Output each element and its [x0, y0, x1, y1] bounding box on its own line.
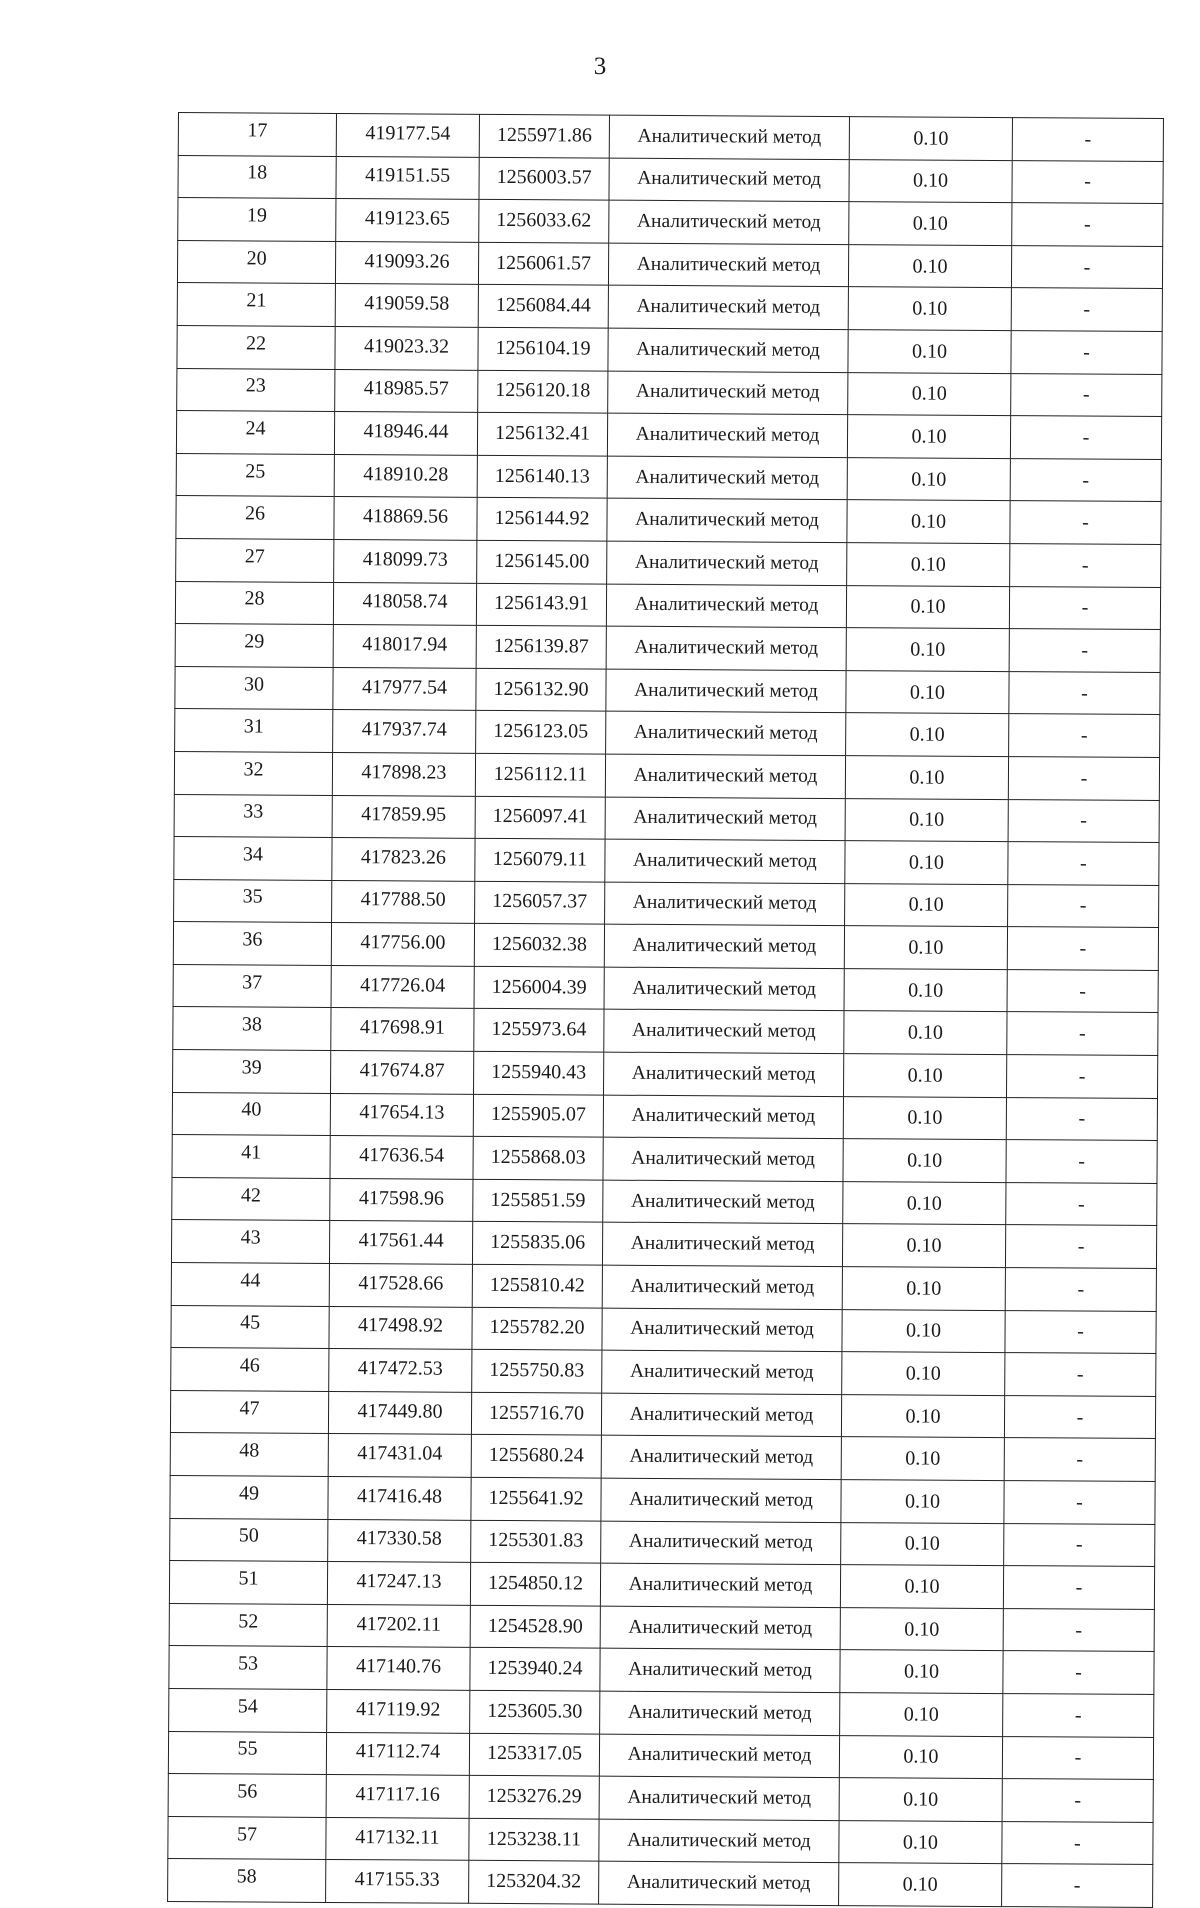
- coordinates-table: [167, 112, 1164, 1908]
- note-cell: -: [1011, 245, 1162, 289]
- method-cell: Аналитический метод: [601, 1436, 841, 1480]
- y-coordinate-cell: 1256104.19: [478, 327, 608, 370]
- point-number-cell: 38: [173, 1007, 331, 1051]
- note-cell: -: [1007, 927, 1158, 971]
- table-row: [178, 155, 1163, 204]
- point-number-cell: 43: [171, 1220, 329, 1264]
- note-cell: -: [1003, 1566, 1154, 1610]
- x-coordinate-cell: 418058.74: [333, 582, 476, 625]
- x-coordinate-cell: 417726.04: [331, 965, 474, 1008]
- accuracy-cell: 0.10: [848, 372, 1011, 416]
- table-row: [177, 283, 1162, 332]
- point-number-cell: 39: [173, 1050, 331, 1094]
- y-coordinate-cell: 1256079.11: [475, 838, 605, 881]
- x-coordinate-cell: 418985.57: [335, 369, 478, 412]
- point-number-cell: 50: [170, 1518, 328, 1562]
- x-coordinate-cell: 417449.80: [328, 1391, 471, 1434]
- note-cell: -: [1008, 842, 1159, 886]
- x-coordinate-cell: 417561.44: [329, 1221, 472, 1264]
- y-coordinate-cell: 1253238.11: [469, 1818, 599, 1861]
- accuracy-cell: 0.10: [847, 415, 1010, 459]
- table-row: [176, 538, 1161, 587]
- y-coordinate-cell: 1255971.86: [479, 114, 609, 157]
- note-cell: -: [1010, 458, 1161, 502]
- y-coordinate-cell: 1255905.07: [473, 1094, 603, 1137]
- note-cell: -: [1008, 884, 1159, 928]
- method-cell: Аналитический метод: [600, 1691, 840, 1735]
- y-coordinate-cell: 1256120.18: [478, 370, 608, 413]
- accuracy-cell: 0.10: [847, 500, 1010, 544]
- accuracy-cell: 0.10: [841, 1480, 1004, 1524]
- table-row: [168, 1859, 1153, 1908]
- accuracy-cell: 0.10: [845, 755, 1008, 799]
- method-cell: Аналитический метод: [604, 1052, 844, 1096]
- table-row: [170, 1475, 1155, 1524]
- x-coordinate-cell: 417140.76: [327, 1647, 470, 1690]
- method-cell: Аналитический метод: [603, 1180, 843, 1224]
- table-row: [177, 325, 1162, 374]
- accuracy-cell: 0.10: [842, 1267, 1005, 1311]
- point-number-cell: 17: [178, 113, 336, 157]
- point-number-cell: 24: [176, 411, 334, 455]
- y-coordinate-cell: 1256084.44: [478, 285, 608, 328]
- x-coordinate-cell: 417654.13: [330, 1093, 473, 1136]
- y-coordinate-cell: 1256139.87: [476, 625, 606, 668]
- accuracy-cell: 0.10: [845, 798, 1008, 842]
- point-number-cell: 22: [177, 325, 335, 369]
- table-row: [174, 794, 1159, 843]
- point-number-cell: 58: [168, 1859, 326, 1903]
- point-number-cell: 41: [172, 1135, 330, 1179]
- x-coordinate-cell: 417898.23: [332, 752, 475, 795]
- accuracy-cell: 0.10: [843, 1181, 1006, 1225]
- accuracy-cell: 0.10: [848, 330, 1011, 374]
- y-coordinate-cell: 1256061.57: [478, 242, 608, 285]
- point-number-cell: 49: [170, 1475, 328, 1519]
- method-cell: Аналитический метод: [607, 413, 847, 457]
- x-coordinate-cell: 417823.26: [332, 838, 475, 881]
- accuracy-cell: 0.10: [840, 1693, 1003, 1737]
- y-coordinate-cell: 1256033.62: [479, 200, 609, 243]
- accuracy-cell: 0.10: [849, 117, 1012, 161]
- method-cell: Аналитический метод: [605, 882, 845, 926]
- method-cell: Аналитический метод: [599, 1819, 839, 1863]
- x-coordinate-cell: 417598.96: [330, 1178, 473, 1221]
- y-coordinate-cell: 1255680.24: [471, 1435, 601, 1478]
- y-coordinate-cell: 1253605.30: [470, 1690, 600, 1733]
- method-cell: Аналитический метод: [605, 797, 845, 841]
- method-cell: Аналитический метод: [608, 328, 848, 372]
- accuracy-cell: 0.10: [839, 1863, 1002, 1907]
- y-coordinate-cell: 1255782.20: [472, 1307, 602, 1350]
- accuracy-cell: 0.10: [846, 585, 1009, 629]
- table-row: [173, 1007, 1158, 1056]
- accuracy-cell: 0.10: [849, 159, 1012, 203]
- y-coordinate-cell: 1255301.83: [471, 1520, 601, 1563]
- x-coordinate-cell: 417119.92: [327, 1689, 470, 1732]
- accuracy-cell: 0.10: [841, 1437, 1004, 1481]
- y-coordinate-cell: 1253204.32: [469, 1861, 599, 1904]
- x-coordinate-cell: 417498.92: [329, 1306, 472, 1349]
- x-coordinate-cell: 418869.56: [334, 497, 477, 540]
- x-coordinate-cell: 417977.54: [333, 667, 476, 710]
- table-row: [169, 1603, 1154, 1652]
- x-coordinate-cell: 419059.58: [335, 284, 478, 327]
- y-coordinate-cell: 1255716.70: [471, 1392, 601, 1435]
- accuracy-cell: 0.10: [846, 628, 1009, 672]
- x-coordinate-cell: 419123.65: [336, 199, 479, 242]
- table-row: [178, 113, 1163, 162]
- method-cell: Аналитический метод: [606, 584, 846, 628]
- method-cell: Аналитический метод: [599, 1861, 839, 1905]
- point-number-cell: 18: [178, 155, 336, 199]
- point-number-cell: 52: [169, 1603, 327, 1647]
- table-row: [170, 1433, 1155, 1482]
- x-coordinate-cell: 418099.73: [334, 539, 477, 582]
- method-cell: Аналитический метод: [602, 1265, 842, 1309]
- note-cell: -: [1008, 799, 1159, 843]
- table-row: [168, 1731, 1153, 1780]
- table-row: [177, 240, 1162, 289]
- accuracy-cell: 0.10: [849, 202, 1012, 246]
- table-row: [177, 368, 1162, 417]
- x-coordinate-cell: 417674.87: [331, 1051, 474, 1094]
- x-coordinate-cell: 417788.50: [332, 880, 475, 923]
- accuracy-cell: 0.10: [843, 1139, 1006, 1183]
- table-row: [173, 922, 1158, 971]
- table-row: [172, 1135, 1157, 1184]
- method-cell: Аналитический метод: [600, 1606, 840, 1650]
- accuracy-cell: 0.10: [839, 1735, 1002, 1779]
- table-row: [174, 751, 1159, 800]
- table-row: [169, 1688, 1154, 1737]
- point-number-cell: 55: [168, 1731, 326, 1775]
- note-cell: -: [1012, 118, 1163, 162]
- note-cell: -: [1004, 1523, 1155, 1567]
- point-number-cell: 56: [168, 1774, 326, 1818]
- point-number-cell: 32: [174, 751, 332, 795]
- y-coordinate-cell: 1256032.38: [474, 924, 604, 967]
- point-number-cell: 42: [172, 1177, 330, 1221]
- note-cell: -: [1005, 1353, 1156, 1397]
- accuracy-cell: 0.10: [842, 1224, 1005, 1268]
- x-coordinate-cell: 419151.55: [336, 156, 479, 199]
- y-coordinate-cell: 1255641.92: [471, 1477, 601, 1520]
- point-number-cell: 36: [173, 922, 331, 966]
- y-coordinate-cell: 1256144.92: [477, 498, 607, 541]
- note-cell: -: [1003, 1694, 1154, 1738]
- y-coordinate-cell: 1256112.11: [475, 753, 605, 796]
- note-cell: -: [1006, 1055, 1157, 1099]
- table-body: [168, 113, 1164, 1908]
- note-cell: -: [1002, 1864, 1153, 1908]
- y-coordinate-cell: 1256057.37: [475, 881, 605, 924]
- x-coordinate-cell: 417112.74: [326, 1732, 469, 1775]
- accuracy-cell: 0.10: [842, 1309, 1005, 1353]
- y-coordinate-cell: 1256003.57: [479, 157, 609, 200]
- accuracy-cell: 0.10: [845, 883, 1008, 927]
- accuracy-cell: 0.10: [844, 1011, 1007, 1055]
- y-coordinate-cell: 1256132.90: [476, 668, 606, 711]
- table-row: [171, 1305, 1156, 1354]
- point-number-cell: 31: [175, 709, 333, 753]
- accuracy-cell: 0.10: [842, 1352, 1005, 1396]
- point-number-cell: 45: [171, 1305, 329, 1349]
- x-coordinate-cell: 419177.54: [336, 113, 479, 156]
- y-coordinate-cell: 1255868.03: [473, 1137, 603, 1180]
- note-cell: -: [1006, 1182, 1157, 1226]
- note-cell: -: [1003, 1651, 1154, 1695]
- x-coordinate-cell: 417859.95: [332, 795, 475, 838]
- y-coordinate-cell: 1256004.39: [474, 966, 604, 1009]
- point-number-cell: 30: [175, 666, 333, 710]
- point-number-cell: 28: [175, 581, 333, 625]
- x-coordinate-cell: 419093.26: [335, 241, 478, 284]
- note-cell: -: [1009, 714, 1160, 758]
- method-cell: Аналитический метод: [606, 711, 846, 755]
- point-number-cell: 25: [176, 453, 334, 497]
- point-number-cell: 37: [173, 964, 331, 1008]
- method-cell: Аналитический метод: [608, 371, 848, 415]
- note-cell: -: [1012, 203, 1163, 247]
- method-cell: Аналитический метод: [608, 286, 848, 330]
- table-row: [169, 1646, 1154, 1695]
- note-cell: -: [1005, 1225, 1156, 1269]
- method-cell: Аналитический метод: [607, 498, 847, 542]
- accuracy-cell: 0.10: [844, 968, 1007, 1012]
- accuracy-cell: 0.10: [844, 926, 1007, 970]
- table-row: [178, 198, 1163, 247]
- note-cell: -: [1008, 756, 1159, 800]
- table-row: [176, 453, 1161, 502]
- point-number-cell: 29: [175, 624, 333, 668]
- method-cell: Аналитический метод: [608, 243, 848, 287]
- table-row: [168, 1774, 1153, 1823]
- accuracy-cell: 0.10: [841, 1522, 1004, 1566]
- method-cell: Аналитический метод: [603, 1095, 843, 1139]
- note-cell: -: [1002, 1779, 1153, 1823]
- point-number-cell: 19: [178, 198, 336, 242]
- x-coordinate-cell: 417472.53: [329, 1349, 472, 1392]
- point-number-cell: 35: [174, 879, 332, 923]
- method-cell: Аналитический метод: [609, 115, 849, 159]
- x-coordinate-cell: 417330.58: [328, 1519, 471, 1562]
- note-cell: -: [1005, 1310, 1156, 1354]
- table-row: [174, 879, 1159, 928]
- x-coordinate-cell: 417155.33: [326, 1860, 469, 1903]
- table-row: [171, 1220, 1156, 1269]
- point-number-cell: 20: [177, 240, 335, 284]
- x-coordinate-cell: 418946.44: [334, 412, 477, 455]
- table-row: [169, 1561, 1154, 1610]
- method-cell: Аналитический метод: [601, 1478, 841, 1522]
- note-cell: -: [1012, 160, 1163, 204]
- note-cell: -: [1009, 586, 1160, 630]
- note-cell: -: [1010, 501, 1161, 545]
- x-coordinate-cell: 417247.13: [327, 1562, 470, 1605]
- method-cell: Аналитический метод: [604, 967, 844, 1011]
- x-coordinate-cell: 418910.28: [334, 454, 477, 497]
- point-number-cell: 23: [177, 368, 335, 412]
- table-row: [170, 1390, 1155, 1439]
- method-cell: Аналитический метод: [603, 1137, 843, 1181]
- accuracy-cell: 0.10: [847, 457, 1010, 501]
- note-cell: -: [1007, 969, 1158, 1013]
- y-coordinate-cell: 1253317.05: [469, 1733, 599, 1776]
- x-coordinate-cell: 417756.00: [331, 923, 474, 966]
- method-cell: Аналитический метод: [599, 1776, 839, 1820]
- x-coordinate-cell: 417416.48: [328, 1476, 471, 1519]
- y-coordinate-cell: 1254528.90: [470, 1605, 600, 1648]
- method-cell: Аналитический метод: [602, 1223, 842, 1267]
- method-cell: Аналитический метод: [600, 1648, 840, 1692]
- note-cell: -: [1004, 1395, 1155, 1439]
- note-cell: -: [1002, 1736, 1153, 1780]
- table-row: [171, 1348, 1156, 1397]
- y-coordinate-cell: 1256132.41: [477, 412, 607, 455]
- point-number-cell: 46: [171, 1348, 329, 1392]
- method-cell: Аналитический метод: [602, 1350, 842, 1394]
- accuracy-cell: 0.10: [847, 543, 1010, 587]
- x-coordinate-cell: 417202.11: [327, 1604, 470, 1647]
- y-coordinate-cell: 1253276.29: [469, 1775, 599, 1818]
- table-row: [174, 837, 1159, 886]
- note-cell: -: [1004, 1481, 1155, 1525]
- accuracy-cell: 0.10: [846, 713, 1009, 757]
- method-cell: Аналитический метод: [607, 541, 847, 585]
- method-cell: Аналитический метод: [600, 1563, 840, 1607]
- point-number-cell: 27: [176, 538, 334, 582]
- y-coordinate-cell: 1256140.13: [477, 455, 607, 498]
- accuracy-cell: 0.10: [839, 1778, 1002, 1822]
- note-cell: -: [1004, 1438, 1155, 1482]
- method-cell: Аналитический метод: [609, 200, 849, 244]
- y-coordinate-cell: 1255973.64: [474, 1009, 604, 1052]
- point-number-cell: 21: [177, 283, 335, 327]
- point-number-cell: 54: [169, 1688, 327, 1732]
- note-cell: -: [1006, 1140, 1157, 1184]
- method-cell: Аналитический метод: [606, 669, 846, 713]
- point-number-cell: 47: [170, 1390, 328, 1434]
- y-coordinate-cell: 1255835.06: [472, 1222, 602, 1265]
- accuracy-cell: 0.10: [845, 841, 1008, 885]
- y-coordinate-cell: 1255750.83: [472, 1350, 602, 1393]
- method-cell: Аналитический метод: [605, 839, 845, 883]
- table-row: [175, 666, 1160, 715]
- accuracy-cell: 0.10: [840, 1607, 1003, 1651]
- point-number-cell: 53: [169, 1646, 327, 1690]
- y-coordinate-cell: 1256145.00: [477, 540, 607, 583]
- method-cell: Аналитический метод: [605, 754, 845, 798]
- point-number-cell: 26: [176, 496, 334, 540]
- table-row: [168, 1816, 1153, 1865]
- point-number-cell: 33: [174, 794, 332, 838]
- method-cell: Аналитический метод: [609, 158, 849, 202]
- x-coordinate-cell: 419023.32: [335, 326, 478, 369]
- point-number-cell: 44: [171, 1263, 329, 1307]
- point-number-cell: 57: [168, 1816, 326, 1860]
- x-coordinate-cell: 417117.16: [326, 1775, 469, 1818]
- method-cell: Аналитический метод: [606, 626, 846, 670]
- table-row: [176, 496, 1161, 545]
- note-cell: -: [1006, 1097, 1157, 1141]
- note-cell: -: [1009, 671, 1160, 715]
- note-cell: -: [1011, 373, 1162, 417]
- x-coordinate-cell: 417132.11: [326, 1817, 469, 1860]
- x-coordinate-cell: 417698.91: [331, 1008, 474, 1051]
- y-coordinate-cell: 1255940.43: [474, 1051, 604, 1094]
- accuracy-cell: 0.10: [844, 1054, 1007, 1098]
- y-coordinate-cell: 1253940.24: [470, 1648, 600, 1691]
- note-cell: -: [1011, 288, 1162, 332]
- note-cell: -: [1010, 416, 1161, 460]
- method-cell: Аналитический метод: [601, 1393, 841, 1437]
- accuracy-cell: 0.10: [848, 287, 1011, 331]
- table-row: [171, 1263, 1156, 1312]
- table-row: [175, 709, 1160, 758]
- method-cell: Аналитический метод: [604, 924, 844, 968]
- x-coordinate-cell: 417528.66: [329, 1263, 472, 1306]
- y-coordinate-cell: 1255810.42: [472, 1264, 602, 1307]
- note-cell: -: [1011, 331, 1162, 375]
- table-row: [172, 1092, 1157, 1141]
- table-row: [176, 411, 1161, 460]
- x-coordinate-cell: 418017.94: [333, 625, 476, 668]
- note-cell: -: [1002, 1821, 1153, 1865]
- table-row: [173, 964, 1158, 1013]
- point-number-cell: 48: [170, 1433, 328, 1477]
- table-row: [172, 1177, 1157, 1226]
- note-cell: -: [1003, 1608, 1154, 1652]
- x-coordinate-cell: 417937.74: [333, 710, 476, 753]
- y-coordinate-cell: 1256143.91: [476, 583, 606, 626]
- table-row: [170, 1518, 1155, 1567]
- accuracy-cell: 0.10: [846, 670, 1009, 714]
- y-coordinate-cell: 1254850.12: [470, 1563, 600, 1606]
- note-cell: -: [1009, 629, 1160, 673]
- accuracy-cell: 0.10: [841, 1394, 1004, 1438]
- note-cell: -: [1010, 544, 1161, 588]
- y-coordinate-cell: 1255851.59: [473, 1179, 603, 1222]
- point-number-cell: 51: [169, 1561, 327, 1605]
- y-coordinate-cell: 1256097.41: [475, 796, 605, 839]
- table-row: [175, 624, 1160, 673]
- page-number: 3: [593, 53, 607, 80]
- point-number-cell: 40: [172, 1092, 330, 1136]
- note-cell: -: [1007, 1012, 1158, 1056]
- note-cell: -: [1005, 1268, 1156, 1312]
- method-cell: Аналитический метод: [604, 1010, 844, 1054]
- accuracy-cell: 0.10: [840, 1650, 1003, 1694]
- table-row: [175, 581, 1160, 630]
- method-cell: Аналитический метод: [599, 1734, 839, 1778]
- x-coordinate-cell: 417431.04: [328, 1434, 471, 1477]
- accuracy-cell: 0.10: [840, 1565, 1003, 1609]
- point-number-cell: 34: [174, 837, 332, 881]
- x-coordinate-cell: 417636.54: [330, 1136, 473, 1179]
- accuracy-cell: 0.10: [839, 1820, 1002, 1864]
- y-coordinate-cell: 1256123.05: [476, 711, 606, 754]
- method-cell: Аналитический метод: [602, 1308, 842, 1352]
- accuracy-cell: 0.10: [848, 244, 1011, 288]
- method-cell: Аналитический метод: [607, 456, 847, 500]
- accuracy-cell: 0.10: [843, 1096, 1006, 1140]
- table-row: [173, 1050, 1158, 1099]
- method-cell: Аналитический метод: [601, 1521, 841, 1565]
